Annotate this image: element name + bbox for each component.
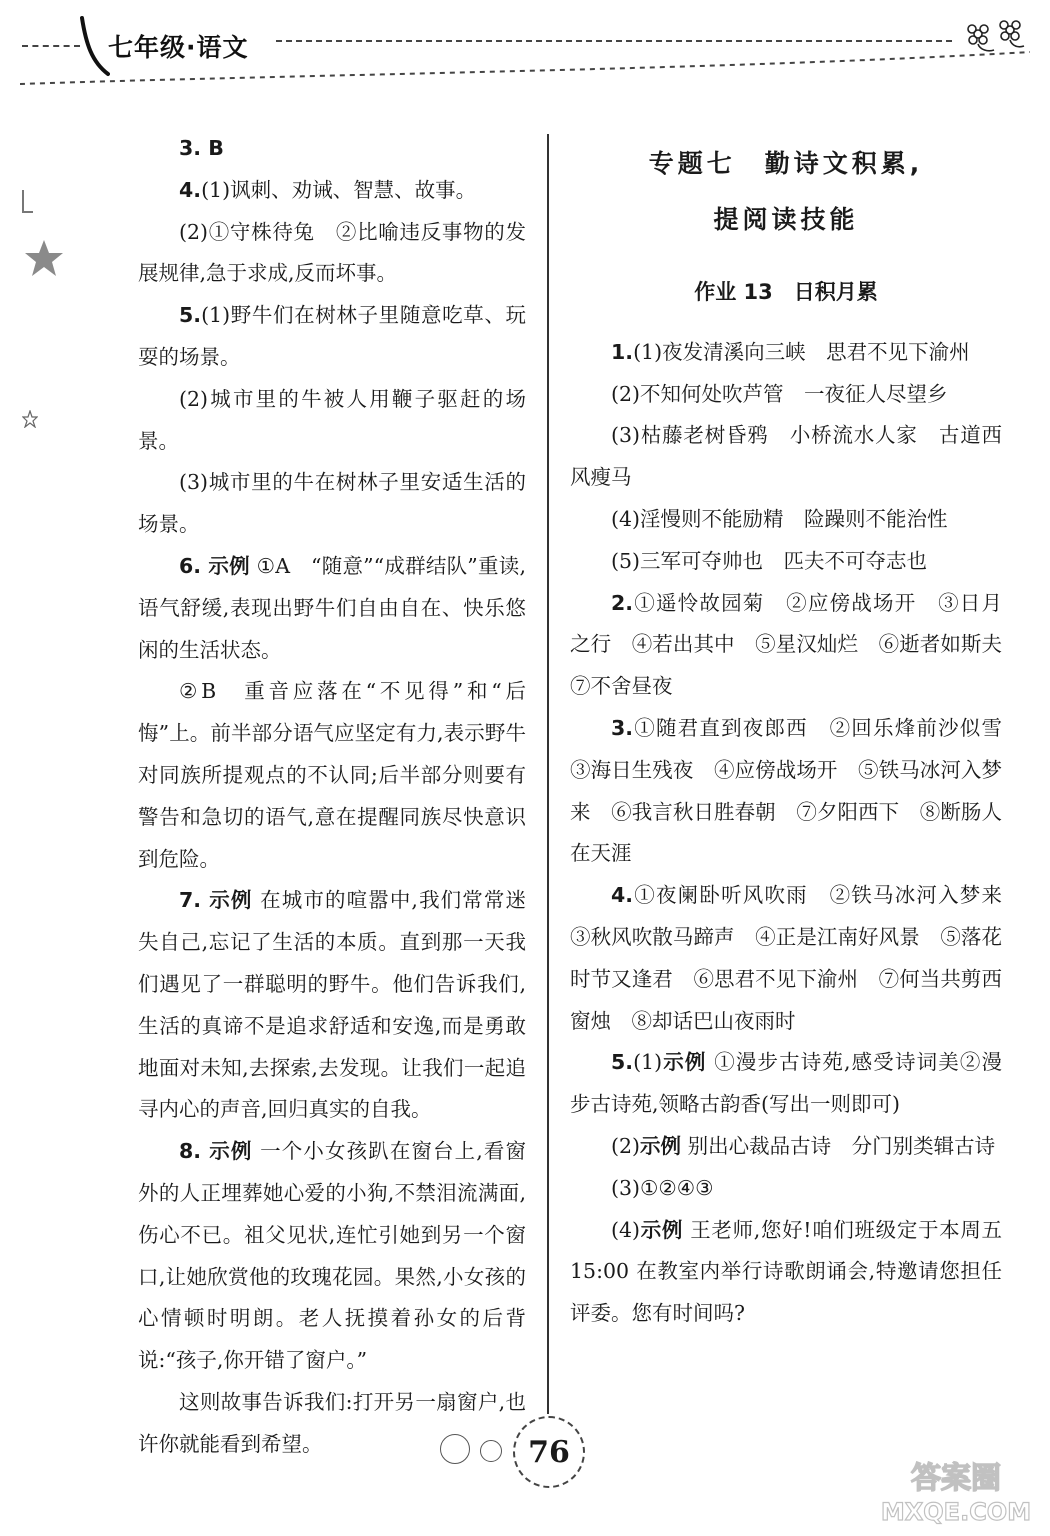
watermark-logo	[876, 1450, 1036, 1530]
margin-mark-icon	[20, 188, 36, 216]
answer-4-2: (2)①守株待兔 ②比喻违反事物的发展规律,急于求成,反而坏事。	[138, 219, 526, 286]
svg-text:答案圈: 答案圈	[911, 1461, 1001, 1496]
left-column	[138, 128, 526, 1466]
answer-8: 8. 示例 一个小女孩趴在窗台上,看窗外的人正埋葬她心爱的小狗,不禁泪流满面,伤心不已。祖父见状,连忙引她到另一个窗口,让她欣赏他的玫瑰花园。果然,小女孩的心情顿时明朗。老人抚摸着孙女的后背说:“孩子,你开错了窗户。”	[138, 1139, 526, 1373]
header-title: 七年级·语文	[108, 33, 249, 62]
answer-r1-5: (5)三军可夺帅也 匹夫不可夺志也	[611, 548, 928, 573]
homework-title: 作业 13 日积月累	[694, 280, 878, 304]
right-column	[570, 128, 1023, 1335]
answer-5-1: 5.(1)野牛们在树林子里随意吃草、玩耍的场景。	[138, 303, 526, 369]
answer-5-2: (2)城市里的牛被人用鞭子驱赶的场景。	[138, 386, 526, 453]
svg-text:MXQE.COM: MXQE.COM	[880, 1498, 1032, 1526]
footer-ring-small	[480, 1440, 502, 1462]
page-header	[0, 0, 1050, 95]
answer-r3: 3.①随君直到夜郎西 ②回乐烽前沙似雪 ③海日生残夜 ④应傍战场开 ⑤铁马冰河入梦来 ⑥我言秋日胜春朝 ⑦夕阳西下 ⑧断肠人在天涯	[570, 715, 1023, 866]
small-star-icon	[22, 410, 38, 428]
flower-icon	[962, 16, 1032, 56]
topic-line-1: 专题七 勤诗文积累,	[648, 149, 924, 178]
topic-heading	[570, 136, 1002, 248]
answer-r5-2: (2)示例 别出心裁品古诗 分门别类辑古诗	[611, 1133, 996, 1158]
page-number: 76	[513, 1416, 585, 1488]
answer-4-1: 4.(1)讽刺、劝诫、智慧、故事。	[179, 177, 477, 202]
answer-r4: 4.①夜阑卧听风吹雨 ②铁马冰河入梦来 ③秋风吹散马蹄声 ④正是江南好风景 ⑤落花时节又逢君 ⑥思君不见下渝州 ⑦何当共剪西窗烛 ⑧却话巴山夜雨时	[570, 883, 1023, 1033]
answer-r5-1: 5.(1)示例 ①漫步古诗苑,感受诗词美②漫步古诗苑,领略古韵香(写出一则即可)	[570, 1050, 1002, 1117]
answer-7: 7. 示例 在城市的喧嚣中,我们常常迷失自己,忘记了生活的本质。直到那一天我们遇见了一群聪明的野牛。他们告诉我们,生活的真谛不是追求舒适和安逸,而是勇敢地面对未知,去探索,去发现。让我们一起追寻内心的声音,回归真实的自我。	[138, 888, 526, 1122]
answer-6-b: ②B 重音应落在“不见得”和“后悔”上。前半部分语气应坚定有力,表示野牛对同族所提观点的不认同;后半部分则要有警告和急切的语气,意在提醒同族尽快意识到危险。	[138, 679, 526, 871]
answer-r1-1: 1.(1)夜发清溪向三峡 思君不见下渝州	[611, 339, 970, 364]
answer-r1-2: (2)不知何处吹芦管 一夜征人尽望乡	[611, 381, 948, 406]
answer-6-a: 6. 示例 ①A “随意”“成群结队”重读,语气舒缓,表现出野牛们自由自在、快乐悠闲的生活状态。	[138, 553, 526, 662]
answer-r1-4: (4)淫慢则不能励精 险躁则不能治性	[611, 506, 948, 531]
answer-r1-3: (3)枯藤老树昏鸦 小桥流水人家 古道西风瘦马	[570, 423, 1002, 490]
header-dash-left	[22, 45, 80, 47]
answer-r2: 2.①遥怜故园菊 ②应傍战场开 ③日月之行 ④若出其中 ⑤星汉灿烂 ⑥逝者如斯夫 ⑦不舍昼夜	[570, 590, 1023, 699]
footer-ring-large	[440, 1434, 470, 1464]
column-divider	[547, 134, 549, 1414]
answer-r5-3: (3)①②④③	[611, 1175, 714, 1200]
answer-8-conclusion: 这则故事告诉我们:打开另一扇窗户,也许你就能看到希望。	[138, 1389, 526, 1456]
answer-r5-4: (4)示例 王老师,您好!咱们班级定于本周五 15:00 在教室内举行诗歌朗诵会,特邀请您担任评委。您有时间吗?	[570, 1217, 1002, 1326]
answer-3: 3. B	[179, 136, 224, 160]
header-dash-right	[276, 40, 952, 42]
answer-5-3: (3)城市里的牛在树林子里安适生活的场景。	[138, 470, 526, 537]
header-curve-line	[20, 50, 1030, 90]
star-icon	[24, 238, 64, 278]
topic-line-2: 提阅读技能	[713, 205, 859, 234]
